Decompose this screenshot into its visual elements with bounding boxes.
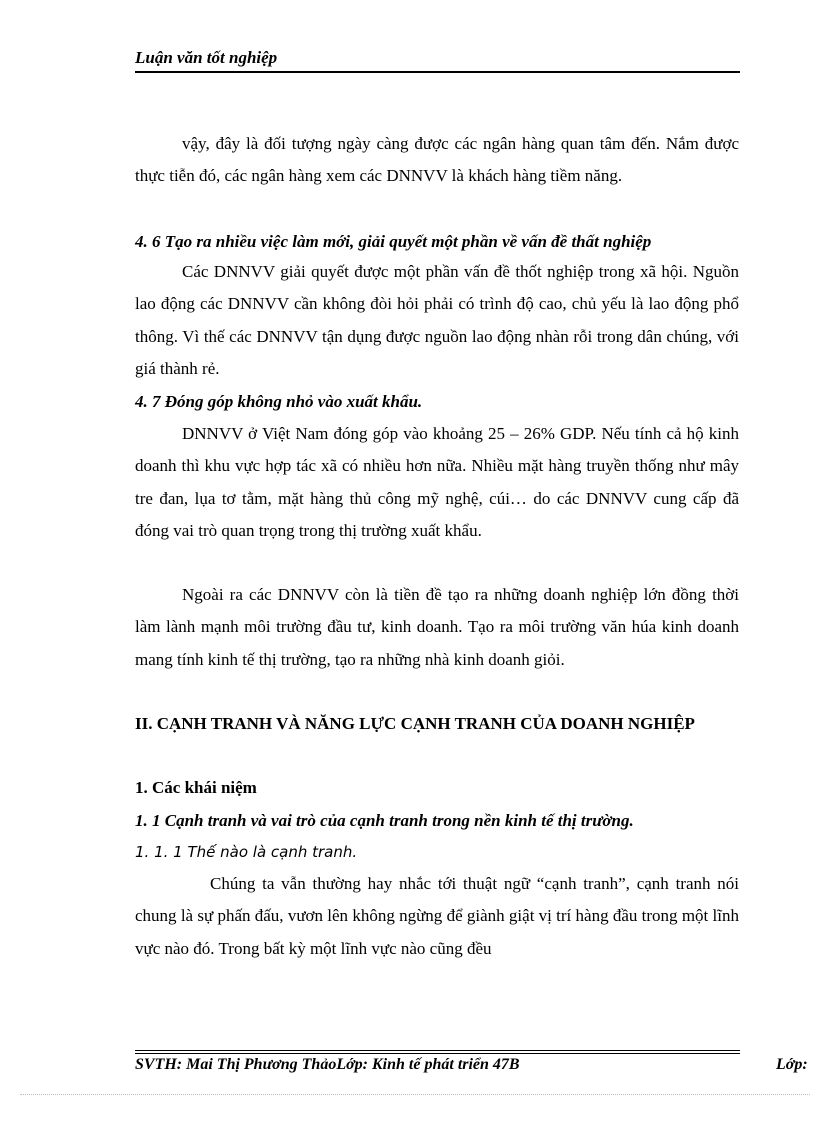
footer-rule xyxy=(135,1050,740,1051)
heading-section-2: II. CẠNH TRANH VÀ NĂNG LỰC CẠNH TRANH CỦA DOANH NGHIỆP xyxy=(135,714,695,733)
paragraph-2: Các DNNVV giải quyết được một phần vấn đề thốt nghiệp trong xã hội. Nguồn lao động các DNNVV cần không đòi hỏi phải có trình độ cao, chủ yếu là lao động phổ thông. Vì thế các DNNVV tận dụng được nguồn lao động nhàn rỗi trong dân chúng, với giá thành rẻ. xyxy=(135,262,739,378)
footer-rule-double xyxy=(135,1053,740,1054)
footer-author: SVTH: Mai Thị Phương ThảoLớp: Kinh tế phát triển 47B xyxy=(135,1056,520,1073)
footer-class-label: Lớp: xyxy=(776,1056,808,1073)
page-header-title: Luận văn tốt nghiệp xyxy=(135,48,278,67)
heading-1-1: 1. 1 Cạnh tranh và vai trò của cạnh tranh trong nền kinh tế thị trường. xyxy=(135,811,634,830)
header-rule xyxy=(135,71,740,73)
heading-1-1-1: 1. 1. 1 Thế nào là cạnh tranh. xyxy=(135,843,358,861)
paragraph-1: vậy, đây là đối tượng ngày càng được các ngân hàng quan tâm đến. Nắm được thực tiễn đó, các ngân hàng xem các DNNVV là khách hàng tiềm năng. xyxy=(135,134,739,186)
page-bottom-dotted-line xyxy=(20,1094,810,1095)
heading-4-7: 4. 7 Đóng góp không nhỏ vào xuất khẩu. xyxy=(135,392,423,411)
heading-4-6: 4. 6 Tạo ra nhiều việc làm mới, giải quyết một phần về vấn đề thất nghiệp xyxy=(135,232,652,251)
paragraph-3: DNNVV ở Việt Nam đóng góp vào khoảng 25 – 26% GDP. Nếu tính cả hộ kinh doanh thì khu vực hợp tác xã có nhiều hơn nữa. Nhiều mặt hàng truyền thống như mây tre đan, lụa tơ tằm, mặt hàng thủ công mỹ nghệ, cúi… do các DNNVV cung cấp đã đóng vai trò quan trọng trong thị trường xuất khẩu. xyxy=(135,424,739,540)
heading-1-concepts: 1. Các khái niệm xyxy=(135,778,257,797)
paragraph-4: Ngoài ra các DNNVV còn là tiền đề tạo ra những doanh nghiệp lớn đồng thời làm lành mạnh môi trường đầu tư, kinh doanh. Tạo ra môi trường văn húa kinh doanh mang tính kinh tế thị trường, tạo ra những nhà kinh doanh giỏi. xyxy=(135,585,739,669)
paragraph-5: Chúng ta vẫn thường hay nhắc tới thuật ngữ “cạnh tranh”, cạnh tranh nói chung là sự phấn đấu, vươn lên không ngừng để giành giật vị trí hàng đầu trong một lĩnh vực nào đó. Trong bất kỳ một lĩnh vực nào cũng đều xyxy=(135,874,739,958)
